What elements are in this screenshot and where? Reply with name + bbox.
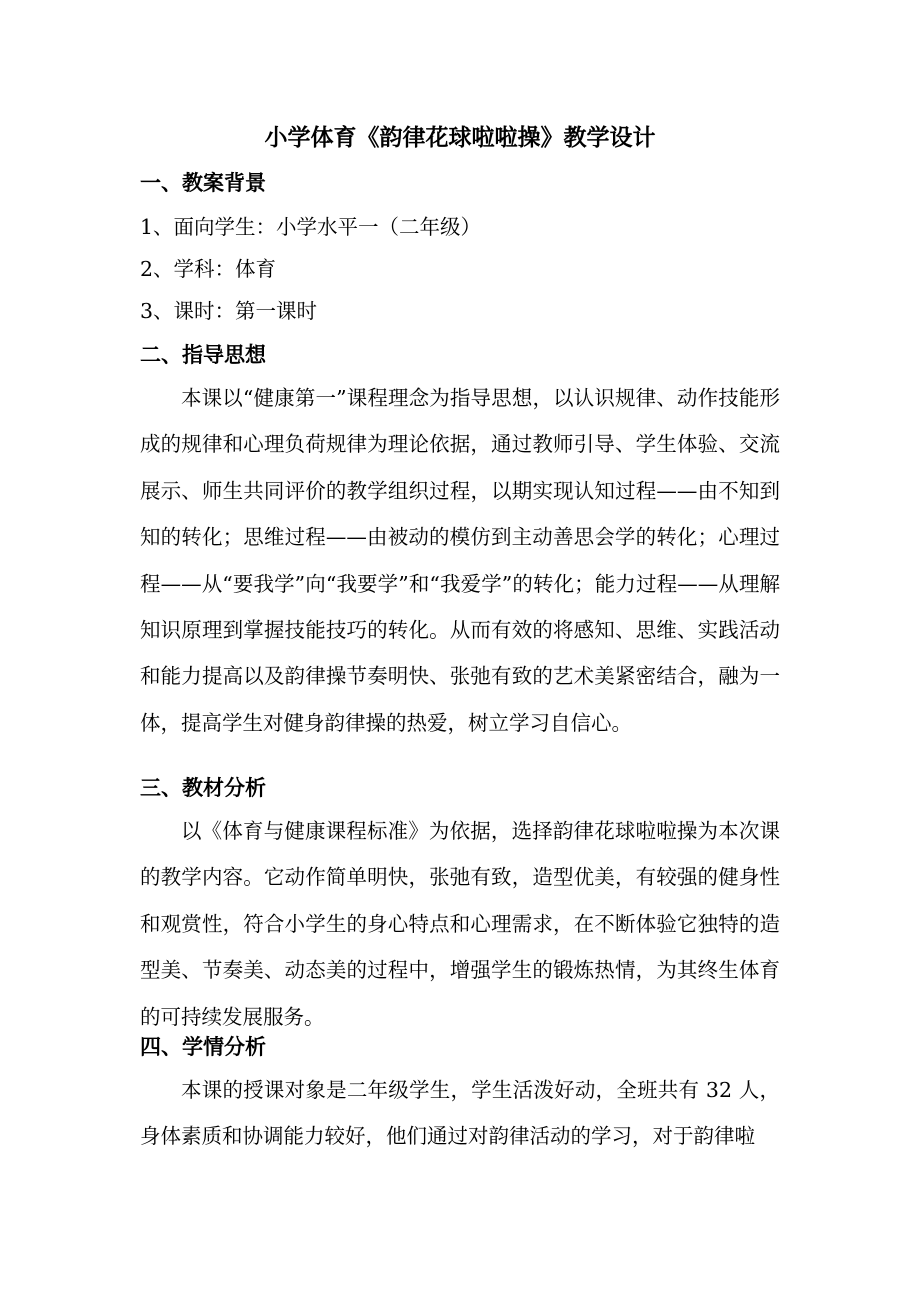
guiding-thought-paragraph: 本课以“健康第一”课程理念为指导思想，以认识规律、动作技能形成的规律和心理负荷规律为理论依据，通过教师引导、学生体验、交流展示、师生共同评价的教学组织过程，以期实现认知过程——由不知到知的转化；思维过程——由被动的模仿到主动善思会学的转化；心理过程——从“要我学”向“我要学”和“我爱学”的转化；能力过程——从理解知识原理到掌握技能技巧的转化。从而有效的将感知、思维、实践活动和能力提高以及韵律操节奏明快、张弛有致的艺术美紧密结合，融为一体，提高学生对健身韵律操的热爱，树立学习自信心。 (140, 386, 780, 735)
background-target-students: 1、面向学生：小学水平一（二年级） (140, 215, 482, 239)
background-subject: 2、学科：体育 (140, 257, 277, 281)
section-heading-student-analysis: 四、学情分析 (140, 1034, 266, 1059)
document-title: 小学体育《韵律花球啦啦操》教学设计 (264, 124, 656, 151)
background-lesson-period: 3、课时：第一课时 (140, 299, 318, 323)
student-analysis-paragraph: 本课的授课对象是二年级学生，学生活泼好动，全班共有 32 人，身体素质和协调能力较好，他们通过对韵律活动的学习，对于韵律啦 (140, 1078, 780, 1149)
section-heading-guiding-thought: 二、指导思想 (140, 342, 266, 367)
material-analysis-paragraph: 以《体育与健康课程标准》为依据，选择韵律花球啦啦操为本次课的教学内容。它动作简单明快，张弛有致，造型优美，有较强的健身性和观赏性，符合小学生的身心特点和心理需求，在不断体验它独特的造型美、节奏美、动态美的过程中，增强学生的锻炼热情，为其终生体育的可持续发展服务。 (140, 819, 780, 1029)
section-heading-background: 一、教案背景 (140, 170, 266, 195)
section-heading-material-analysis: 三、教材分析 (140, 775, 266, 800)
